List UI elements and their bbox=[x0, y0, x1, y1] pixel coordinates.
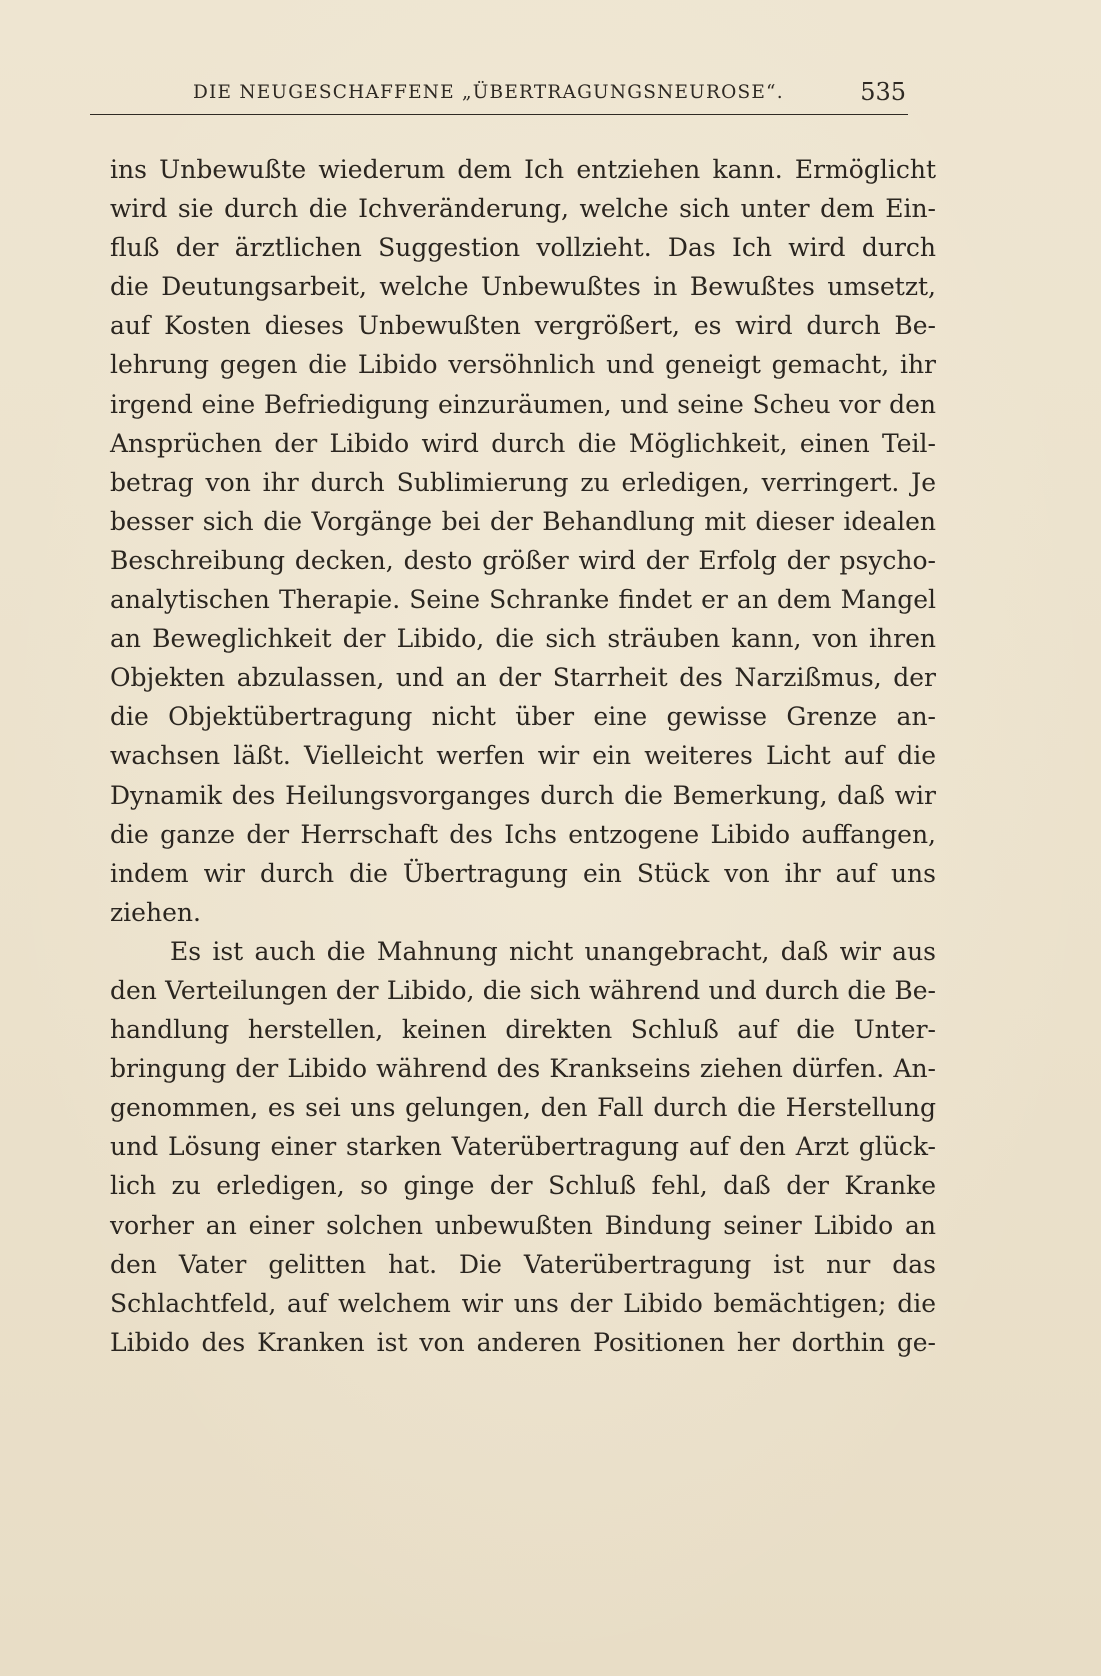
text-line: analytischen Therapie. Seine Schranke findet er an dem Mangel bbox=[110, 585, 936, 615]
text-line: ins Unbewußte wiederum dem Ich entziehen kann. Ermöglicht bbox=[110, 155, 936, 184]
text-line: bringung der Libido während des Krankseins ziehen dürfen. An- bbox=[110, 1054, 936, 1084]
text-line: und Lösung einer starken Vaterübertragung auf den Arzt glück- bbox=[110, 1132, 936, 1162]
text-line: auf Kosten dieses Unbewußten vergrößert, es wird durch Be- bbox=[110, 311, 936, 341]
paragraph-start-line: Es ist auch die Mahnung nicht unangebracht, daß wir aus bbox=[170, 936, 936, 966]
text-line: lich zu erledigen, so ginge der Schluß fehl, daß der Kranke bbox=[110, 1171, 936, 1201]
text-line: handlung herstellen, keinen direkten Schluß auf die Unter- bbox=[110, 1015, 936, 1045]
text-line: an Beweglichkeit der Libido, die sich sträuben kann, von ihren bbox=[110, 624, 936, 654]
text-line: Beschreibung decken, desto größer wird der Erfolg der psycho- bbox=[110, 545, 936, 575]
text-line: vorher an einer solchen unbewußten Bindung seiner Libido an bbox=[110, 1210, 936, 1240]
text-line: die Deutungsarbeit, welche Unbewußtes in Bewußtes umsetzt, bbox=[110, 272, 936, 302]
text-line: indem wir durch die Übertragung ein Stück von ihr auf uns bbox=[110, 858, 936, 888]
text-line: irgend eine Befriedigung einzuräumen, und seine Scheu vor den bbox=[110, 389, 936, 419]
text-line: wird sie durch die Ichveränderung, welche sich unter dem Ein- bbox=[110, 194, 936, 224]
text-line: den Vater gelitten hat. Die Vaterübertragung ist nur das bbox=[110, 1249, 936, 1279]
text-line: Libido des Kranken ist von anderen Positionen her dorthin ge- bbox=[110, 1327, 936, 1357]
text-line: die Objektübertragung nicht über eine gewisse Grenze an- bbox=[110, 702, 936, 732]
text-line: lehrung gegen die Libido versöhnlich und geneigt gemacht, ihr bbox=[110, 350, 936, 380]
text-line: Objekten abzulassen, und an der Starrheit des Narzißmus, der bbox=[110, 663, 936, 693]
text-line: fluß der ärztlichen Suggestion vollzieht. Das Ich wird durch bbox=[110, 233, 936, 263]
page-number: 535 bbox=[860, 78, 906, 106]
text-line: wachsen läßt. Vielleicht werfen wir ein weiteres Licht auf die bbox=[110, 741, 936, 771]
text-line: betrag von ihr durch Sublimierung zu erledigen, verringert. Je bbox=[110, 467, 936, 497]
running-title: DIE NEUGESCHAFFENE „ÜBERTRAGUNGSNEUROSE“. bbox=[193, 82, 784, 103]
text-line: Ansprüchen der Libido wird durch die Möglichkeit, einen Teil- bbox=[110, 428, 936, 458]
text-line: Dynamik des Heilungsvorganges durch die Bemerkung, daß wir bbox=[110, 780, 936, 810]
text-line: den Verteilungen der Libido, die sich während und durch die Be- bbox=[110, 975, 936, 1005]
text-line: besser sich die Vorgänge bei der Behandlung mit dieser idealen bbox=[110, 506, 936, 536]
text-line: genommen, es sei uns gelungen, den Fall durch die Herstellung bbox=[110, 1093, 936, 1123]
text-line: Schlachtfeld, auf welchem wir uns der Libido bemächtigen; die bbox=[110, 1288, 936, 1318]
body-text bbox=[110, 150, 936, 1362]
running-header bbox=[90, 76, 908, 115]
text-line: die ganze der Herrschaft des Ichs entzogene Libido auffangen, bbox=[110, 819, 936, 849]
text-line: ziehen. bbox=[110, 897, 201, 927]
